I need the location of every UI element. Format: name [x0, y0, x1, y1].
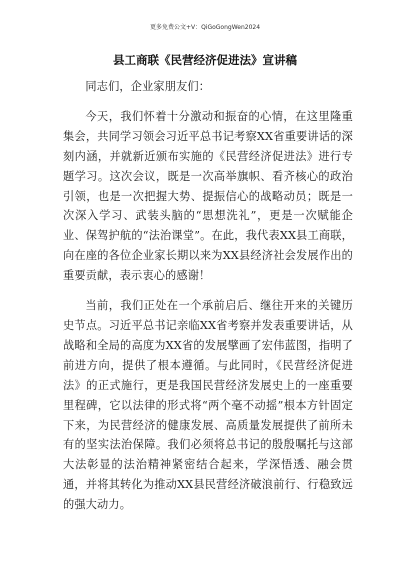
salutation-paragraph: 同志们，企业家朋友们：	[85, 80, 211, 93]
body-paragraph: 今天，我们怀着十分激动和振奋的心情，在这里隆重集会，共同学习领会习近平总书记考察XX省重要讲话的深刻内涵，并就新近颁布实施的《民营经济促进法》进行专题学习。这次会议，既是一次高举旗帜、看齐核心的政治引领，也是一次把握大势、提振信心的战略动员；既是一次深入学习、武装头脑的“思想洗礼”，更是一次赋能企业、保驾护航的“法治课堂”。在此，我代表XX县工商联，向在座的各位企业家长期以来为XX县经济社会发展作出的重要贡献，表示衷心的感谢！	[63, 109, 353, 283]
body-paragraph: 当前，我们正处在一个承前启后、继往开来的关键历史节点。习近平总书记亲临XX省考察并发表重要讲话，从战略和全局的高度为XX省的发展擘画了宏伟蓝图，指明了前进方向，提供了根本遵循。与此同时，《民营经济促进法》的正式施行，更是我国民营经济发展史上的一座重要里程碑，它以法律的形式将“两个毫不动摇”根本方针固定下来，为民营经济的健康发展、高质量发展提供了前所未有的坚实法治保障。我们必须将总书记的殷殷嘱托与这部大法彰显的法治精神紧密结合起来，学深悟透、融会贯通，并将其转化为推动XX县民营经济破浪前行、行稳致远的强大动力。	[63, 299, 353, 512]
document-body	[63, 77, 353, 515]
header-note: 更多免费公文+V：QiGoGongWen2024	[149, 24, 261, 31]
document-title: 县工商联《民营经济促进法》宣讲稿	[113, 53, 297, 67]
